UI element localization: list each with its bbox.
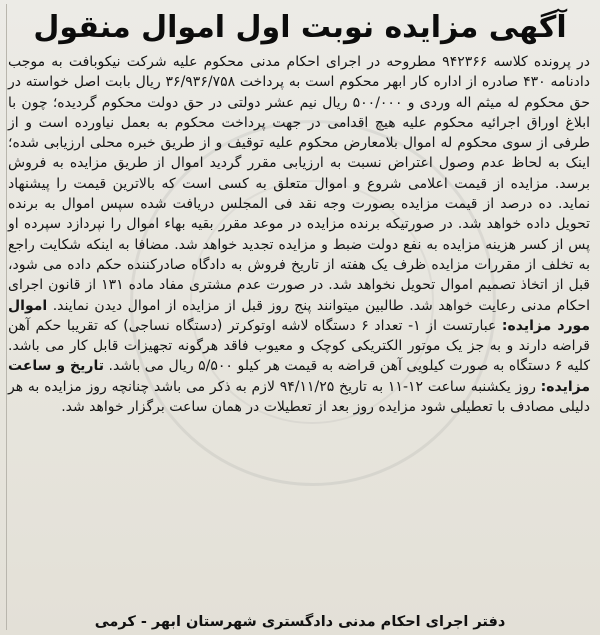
- notice-paragraph: در پرونده کلاسه ۹۴۲۳۶۶ مطروحه در اجرای احکام مدنی محکوم علیه شرکت نیکوبافت به موجب دادنامه ۴۳۰ صادره از اداره کار ابهر محکوم است به پرداخت ۳۶/۹۳۶/۷۵۸ ریال بابت اصل خواسته در حق محکوم له میثم اله وردی و ۵۰۰/۰۰۰ ریال نیم عشر دولتی در حق دولت محکوم گردیده؛ چون با ابلاغ اوراق اجرائیه محکوم علیه هیچ اقدامی در جهت پرداخت محکوم به بعمل نیاورده است و از طرفی از سوی محکوم له اموال بلامعارض محکوم علیه توقیف و از طریق خبره محلی ارزیابی شده؛ اینک به لحاظ عدم وصول اعتراض نسبت به ارزیابی مقرر گردید اموال از طریق مزایده به فروش برسد. مزایده از قیمت اعلامی شروع و اموال متعلق به کسی است که بالاترین قیمت را پیشنهاد نماید. ده درصد از قیمت مزایده بصورت وجه نقد فی المجلس دریافت شده سپس اموال به برنده تحویل داده خواهد شد. در صورتیکه برنده مزایده در موعد مقرر بقیه بهاء اموال را نپردازد سپرده او پس از کسر هزینه مزایده به نفع دولت ضبط و مزایده تجدید خواهد شد. مضافا به اینکه شکایت راجع به تخلف از مقررات مزایده ظرف یک هفته از تاریخ فروش به دادگاه صادرکننده حکم داده می شود، قبل از اتخاذ تصمیم اموال تحویل نخواهد شد. در صورت عدم مشتری مفاد ماده ۱۳۱ از قانون اجرای احکام مدنی رعایت خواهد شد. طالبین میتوانند پنج روز قبل از مزایده از اموال دیدن نمایند.: [8, 54, 591, 314]
- items-text: عبارتست از ۱- تعداد ۶ دستگاه لاشه اوتوکرتر (دستگاه نساجی) که تقریبا حکم آهن قراضه دارند و به جز یک موتور الکتریکی کوچک و معیوب فاقد هرگونه تجهیزات قابل کار می باشد. کلیه ۶ دستگاه به صورت کیلویی آهن قراضه به قیمت هر کیلو ۵/۵۰۰ ریال می باشد.: [8, 317, 590, 375]
- datetime-text: روز یکشنبه ساعت ۱۲-۱۱ به تاریخ ۹۴/۱۱/۲۵ لازم به ذکر می باشد چنانچه روز مزایده به هر دلیلی مصادف با تعطیلی شود مزایده روز بعد از تعطیلات در همان ساعت برگزار خواهد شد.: [8, 378, 590, 416]
- notice-footer: دفتر اجرای احکام مدنی دادگستری شهرستان ابهر - کرمی: [94, 614, 506, 630]
- datetime-label: تاریخ و ساعت مزایده:: [8, 358, 591, 395]
- notice-body: [8, 52, 590, 417]
- items-label: اموال مورد مزایده:: [8, 297, 591, 334]
- notice-title: آگهی مزایده نوبت اول اموال منقول: [33, 10, 567, 45]
